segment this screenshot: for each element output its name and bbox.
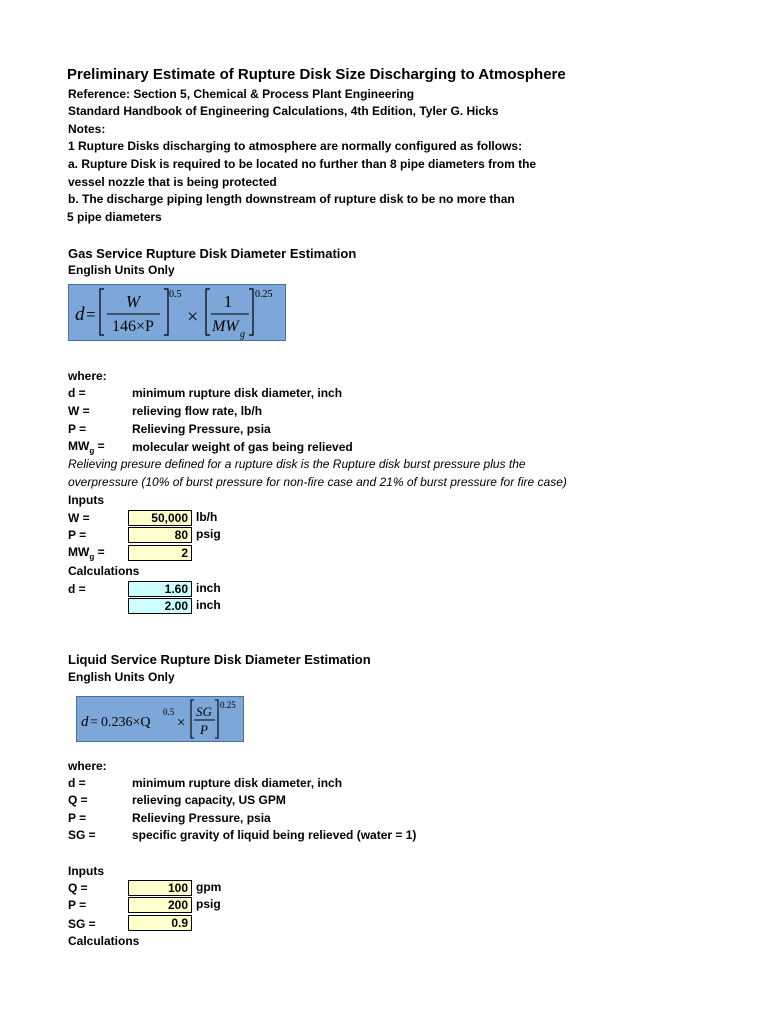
gas-formula-num2: 1: [223, 292, 233, 311]
liquid-var-d-symbol: d =: [68, 776, 86, 790]
gas-input-mwg-value[interactable]: 2: [128, 545, 192, 561]
liquid-calculations-label: Calculations: [68, 934, 140, 948]
gas-result-2-value: 2.00: [128, 598, 192, 614]
note-1: 1 Rupture Disks discharging to atmosphere are normally configured as follows:: [68, 139, 523, 153]
gas-note-italic-2: overpressure (10% of burst pressure for non-fire case and 21% of burst pressure for fire case): [68, 475, 567, 489]
gas-result-2-unit: inch: [196, 598, 221, 612]
liquid-formula-box: [76, 696, 244, 742]
gas-formula-exp2: 0.25: [255, 289, 273, 300]
liquid-where-label: where:: [68, 759, 107, 773]
liquid-var-sg-desc: specific gravity of liquid being relieved (water = 1): [132, 828, 417, 842]
gas-input-w-unit: lb/h: [196, 510, 218, 524]
gas-formula-lhs: d: [75, 304, 85, 325]
gas-input-w-value[interactable]: 50,000: [128, 510, 192, 526]
liquid-formula-coef: 0.236×Q: [101, 715, 151, 730]
liquid-formula-num: SG: [196, 704, 212, 719]
gas-formula-den2: MW: [212, 318, 239, 335]
liquid-formula-exp1: 0.5: [163, 707, 175, 717]
liquid-input-p-value[interactable]: 200: [128, 897, 192, 913]
note-b-line-1: b. The discharge piping length downstream of rupture disk to be no more than: [68, 192, 515, 206]
gas-var-mwg-symbol: $MW_g$ =: [68, 439, 105, 456]
gas-var-d-symbol: d =: [68, 386, 86, 400]
gas-formula-exp1: 0.5: [169, 289, 182, 300]
liquid-section-heading: Liquid Service Rupture Disk Diameter Estimation: [68, 652, 371, 667]
gas-result-1-unit: inch: [196, 581, 221, 595]
reference-line-1: Reference: Section 5, Chemical & Process Plant Engineering: [68, 87, 415, 101]
liquid-input-sg-symbol: SG =: [68, 917, 96, 931]
gas-formula-equals: =: [86, 305, 96, 324]
gas-var-d-desc: minimum rupture disk diameter, inch: [132, 386, 343, 400]
gas-input-mwg-symbol: $MW_g$ =: [68, 545, 105, 562]
gas-var-w-desc: relieving flow rate, lb/h: [132, 404, 263, 418]
liquid-inputs-label: Inputs: [68, 864, 104, 878]
liquid-var-q-desc: relieving capacity, US GPM: [132, 793, 286, 807]
liquid-var-p-symbol: P =: [68, 811, 87, 825]
liquid-var-q-symbol: Q =: [68, 793, 88, 807]
gas-var-p-desc: Relieving Pressure, psia: [132, 422, 271, 436]
gas-formula-box: [68, 284, 286, 341]
note-a-line-2: vessel nozzle that is being protected: [68, 175, 277, 189]
liquid-var-sg-symbol: SG =: [68, 828, 96, 842]
liquid-input-q-unit: gpm: [196, 880, 222, 894]
liquid-units-note: English Units Only: [68, 670, 175, 684]
liquid-formula: [77, 697, 243, 741]
liquid-input-p-symbol: P =: [68, 898, 87, 912]
gas-input-p-symbol: P =: [68, 528, 87, 542]
gas-formula-den2-sub: g: [240, 329, 245, 340]
gas-result-1-value: 1.60: [128, 581, 192, 597]
gas-formula-times: ×: [187, 306, 199, 328]
liquid-formula-times: ×: [177, 715, 186, 731]
gas-input-p-value[interactable]: 80: [128, 527, 192, 543]
gas-section-heading: Gas Service Rupture Disk Diameter Estimation: [68, 246, 357, 261]
reference-line-2: Standard Handbook of Engineering Calculations, 4th Edition, Tyler G. Hicks: [68, 104, 499, 118]
liquid-input-p-unit: psig: [196, 897, 221, 911]
gas-units-note: English Units Only: [68, 263, 175, 277]
liquid-input-q-value[interactable]: 100: [128, 880, 192, 896]
gas-var-mwg-desc: molecular weight of gas being relieved: [132, 440, 353, 454]
note-a-line-1: a. Rupture Disk is required to be located no further than 8 pipe diameters from the: [68, 157, 537, 171]
gas-var-p-symbol: P =: [68, 422, 87, 436]
liquid-input-q-symbol: Q =: [68, 881, 88, 895]
liquid-formula-exp2: 0.25: [220, 700, 236, 710]
gas-formula-den1: 146×P: [112, 318, 154, 335]
gas-input-w-symbol: W =: [68, 511, 90, 525]
gas-where-label: where:: [68, 369, 107, 383]
gas-calculations-label: Calculations: [68, 564, 140, 578]
liquid-input-sg-value[interactable]: 0.9: [128, 915, 192, 931]
gas-formula-num1: W: [125, 292, 141, 311]
gas-formula: [69, 285, 285, 340]
gas-calc-d-symbol: d =: [68, 582, 86, 596]
liquid-var-d-desc: minimum rupture disk diameter, inch: [132, 776, 343, 790]
gas-input-p-unit: psig: [196, 527, 221, 541]
gas-note-italic-1: Relieving presure defined for a rupture disk is the Rupture disk burst pressure plus the: [68, 457, 526, 471]
notes-label: Notes:: [68, 122, 106, 136]
liquid-formula-equals: =: [90, 715, 98, 730]
page-title: Preliminary Estimate of Rupture Disk Size Discharging to Atmosphere: [67, 66, 566, 83]
liquid-formula-den: P: [200, 722, 208, 737]
liquid-var-p-desc: Relieving Pressure, psia: [132, 811, 271, 825]
gas-var-w-symbol: W =: [68, 404, 90, 418]
gas-inputs-label: Inputs: [68, 493, 104, 507]
note-b-line-2: 5 pipe diameters: [67, 210, 162, 224]
liquid-formula-lhs: d: [81, 714, 89, 730]
